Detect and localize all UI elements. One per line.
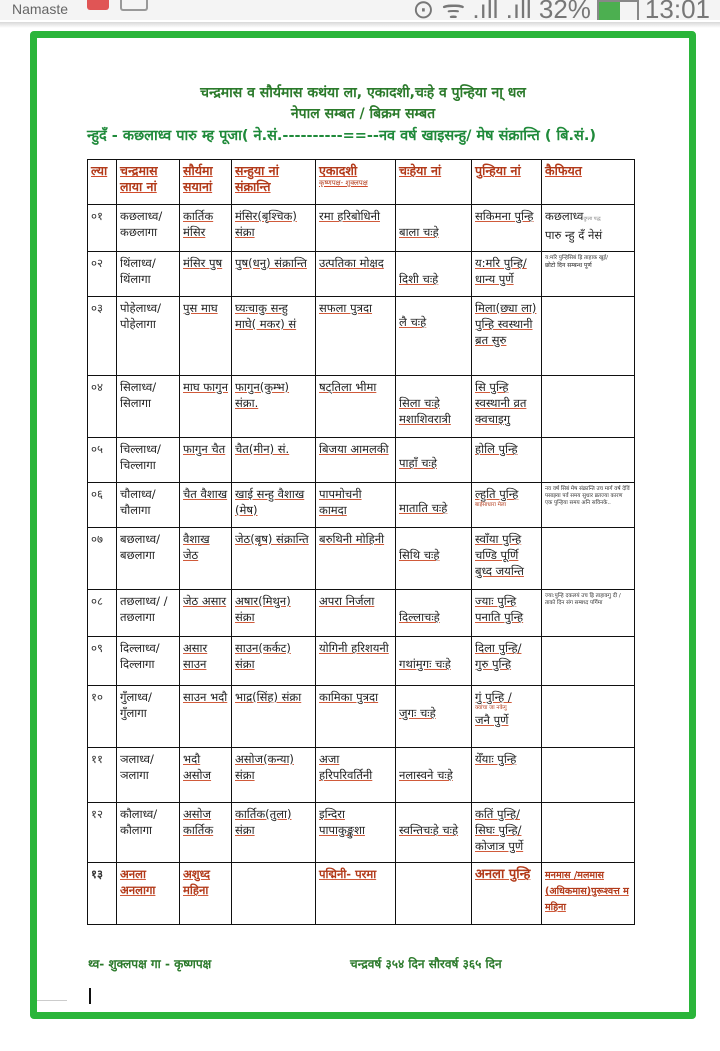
- punhi: सि पुन्हि स्वस्थानी व्रत क्वचाइगु: [472, 376, 542, 438]
- remark: [542, 686, 635, 748]
- remark: [542, 297, 635, 376]
- col-header-ekadashi: एकादशी कृष्णपक्ष- शुक्लपक्ष: [316, 160, 396, 205]
- table-row: [88, 590, 635, 637]
- table-row: [88, 637, 635, 686]
- ekadashi: योगिनी हरिशयनी: [316, 637, 396, 686]
- remark: [542, 748, 635, 803]
- punhi: कतिं पुन्हि/ सिघः पुन्हि/ कोजात्र पुर्णे: [472, 803, 542, 863]
- remark: ज्या:पुन्हि दकलयं उच ह्रि ताहाक्गु दी / ताको दिन संग सम्बध्द पर्गिमा: [542, 590, 635, 637]
- solar-month: जेठ असार: [180, 590, 232, 637]
- row-number: ०२: [88, 252, 117, 297]
- table-row: [88, 252, 635, 297]
- ekadashi: पद्मिनी- परमा: [316, 863, 396, 925]
- notification-icon: [87, 0, 109, 10]
- lunar-month: बछलाध्व/ बछलागा: [117, 528, 180, 590]
- solar-month: चैत वैशाख: [180, 483, 232, 528]
- solar-month: माघ फागुन: [180, 376, 232, 438]
- row-number: ०५: [88, 438, 117, 483]
- punhi: स्वाँया पुन्हि चण्डि पूर्णि बुध्द जयन्ति: [472, 528, 542, 590]
- sankranti: जेठ(बृष) संक्रान्ति: [232, 528, 316, 590]
- punhi: येँयाः पुन्हि: [472, 748, 542, 803]
- sankranti: [232, 863, 316, 925]
- lunar-month: गुँलाध्व/ गुँलागा: [117, 686, 180, 748]
- remark: य:मरि पुन्हिसिबं ह्रि ताहाक खुई/ छोटो दिन सम्बन्ध पूर्ण: [542, 252, 635, 297]
- toolbar-shadow: [0, 22, 720, 28]
- app-name: Namaste: [12, 1, 69, 17]
- row-number: ११: [88, 748, 117, 803]
- chahe: जुगः चःहे: [396, 686, 472, 748]
- solar-month: असार साउन: [180, 637, 232, 686]
- chahe: माताति चःहे: [396, 483, 472, 528]
- lunar-month: थिंलाध्व/ थिंलागा: [117, 252, 180, 297]
- doc-title: चन्द्रमास व सौर्यमास कथंया ला, एकादशी,चःहे व पुन्हिया ना् धल: [200, 85, 526, 101]
- ekadashi: इन्दिरा पापाकुङ्कुशा: [316, 803, 396, 863]
- document-frame: [30, 31, 696, 1019]
- lunar-month: सिलाध्व/ सिलागा: [117, 376, 180, 438]
- sankranti: अषार(मिथुन) संक्रा: [232, 590, 316, 637]
- remark: [542, 803, 635, 863]
- footer-year-lengths: चन्द्रवर्ष ३५४ दिन सौरवर्ष ३६५ दिन: [350, 957, 502, 971]
- calendar-table: [87, 159, 635, 925]
- punhi: मिला(छ्या ला) पुन्हि स्वस्थानी ब्रत सुरु: [472, 297, 542, 376]
- sankranti: पुष(धनु) संक्रान्ति: [232, 252, 316, 297]
- status-bar: [0, 0, 720, 20]
- row-number: ०६: [88, 483, 117, 528]
- solar-month: पुस माघ: [180, 297, 232, 376]
- table-row: [88, 748, 635, 803]
- table-row: [88, 483, 635, 528]
- solar-month: भदौ असोज: [180, 748, 232, 803]
- chahe: [396, 863, 472, 925]
- table-header-row: [88, 160, 635, 205]
- chahe: लै चःहे: [396, 297, 472, 376]
- chahe: नलास्वने चःहे: [396, 748, 472, 803]
- ekadashi: अजा हरिपरिवर्तिनी: [316, 748, 396, 803]
- chahe: गथांमुगः चःहे: [396, 637, 472, 686]
- row-number: ०९: [88, 637, 117, 686]
- row-number: ०३: [88, 297, 117, 376]
- punhi: सकिमना पुन्हि: [472, 205, 542, 252]
- lunar-month: चिल्लाध्व/ चिल्लागा: [117, 438, 180, 483]
- row-number: ०१: [88, 205, 117, 252]
- sankranti: फागुन(कुम्भ) संक्रा.: [232, 376, 316, 438]
- remark: [542, 438, 635, 483]
- lunar-month: दिल्लाध्व/ दिल्लागा: [117, 637, 180, 686]
- footer-rule: [37, 1000, 67, 1001]
- punhi: ज्याः पुन्हि पनाति पुन्हि: [472, 590, 542, 637]
- solar-month: मंसिर पुष: [180, 252, 232, 297]
- signal-battery-text: ⊙ ᯤ .ıll .ıll 32%: [412, 0, 591, 20]
- row-number: १०: [88, 686, 117, 748]
- row-number: १२: [88, 803, 117, 863]
- table-row: [88, 686, 635, 748]
- lunar-month: ञलाध्व/ ञलागा: [117, 748, 180, 803]
- remark: नव वर्ष सिबं मेष संक्रान्ति उच मार्ग वर्ष देविं पसाझ्या पर्व समय सुधार ब्रतज्या कारण एक पुन्हिया समय अनि सविनके..: [542, 483, 635, 528]
- gallery-icon: [120, 0, 148, 11]
- solar-month: कार्तिक मंसिर: [180, 205, 232, 252]
- table-row: [88, 376, 635, 438]
- sankranti: असोज(कन्या) संक्रा: [232, 748, 316, 803]
- lunar-month: कछलाध्व/ कछलागा: [117, 205, 180, 252]
- solar-month: साउन भदौ: [180, 686, 232, 748]
- lunar-month: अनला अनलागा: [117, 863, 180, 925]
- lunar-month: पोहेलाध्व/ पोहेलागा: [117, 297, 180, 376]
- chahe: बाला चःहे: [396, 205, 472, 252]
- col-header-lunar: चन्द्रमास लाया नां: [117, 160, 180, 205]
- row-number: ०८: [88, 590, 117, 637]
- ekadashi: बरुथिनी मोहिनी: [316, 528, 396, 590]
- chahe: सिला चःहे मशाशिवरात्री: [396, 376, 472, 438]
- lunar-month: तछलाध्व/ /तछलागा: [117, 590, 180, 637]
- lunar-month: कौलाध्व/ कौलागा: [117, 803, 180, 863]
- col-header-punhi: पुन्हिया नां: [472, 160, 542, 205]
- punhi: य:मरि पुन्हि/ धान्य पुर्णे: [472, 252, 542, 297]
- lunar-month: चौलाध्व/ चौलागा: [117, 483, 180, 528]
- table-row: [88, 297, 635, 376]
- clock: 13:01: [644, 0, 710, 20]
- chahe: दिल्लाचःहे: [396, 590, 472, 637]
- sankranti: खाई सन्हु वैशाख (मेष): [232, 483, 316, 528]
- solar-month: असोज कार्तिक: [180, 803, 232, 863]
- remark: मनमास /मलमास (अधिकमास)पुरूश्वत्त म महिना: [542, 863, 635, 925]
- row-number: ०४: [88, 376, 117, 438]
- ekadashi: पापमोचनी कामदा: [316, 483, 396, 528]
- remark: [542, 528, 635, 590]
- battery-icon: [597, 0, 639, 20]
- remark: [542, 637, 635, 686]
- chahe: स्वन्तिचःहे चःहे: [396, 803, 472, 863]
- remark: कछलाध्वदुग्ला पद्ध पारु न्हु दँ नेसं: [542, 205, 635, 252]
- ekadashi: बिजया आमलकी: [316, 438, 396, 483]
- chahe: सिथि चःहे: [396, 528, 472, 590]
- col-header-sankranti: सन्हुया नां संक्रान्ति: [232, 160, 316, 205]
- ekadashi: रमा हरिबोधिनी: [316, 205, 396, 252]
- doc-subtitle: नेपाल सम्बत / बिक्रम सम्बत: [290, 106, 436, 122]
- punhi: गुं पुन्हि / क्वांचा जा नकेगु जनै पुर्णे: [472, 686, 542, 748]
- doc-newyear-line: न्हुदँ - कछलाध्व पारु म्ह पूजा( ने.सं.----------==--नव वर्ष खाइसन्हु/ मेष संक्रान्ति ( बि.सं.): [87, 128, 596, 144]
- col-header-num: ल्या: [88, 160, 117, 205]
- sankranti: कार्तिक(तुला) संक्रा: [232, 803, 316, 863]
- sankranti: भाद्र(सिंह) संक्रा: [232, 686, 316, 748]
- punhi: दिला पुन्हि/ गुरु पुन्हि: [472, 637, 542, 686]
- status-indicators: [412, 0, 710, 20]
- ekadashi: अपरा निर्जला: [316, 590, 396, 637]
- solar-month: फागुन चैत: [180, 438, 232, 483]
- col-header-remark: कैफियत: [542, 160, 635, 205]
- ekadashi: उत्पतिका मोक्षद: [316, 252, 396, 297]
- sankranti: साउन(कर्कट) संक्रा: [232, 637, 316, 686]
- col-header-chahe: चःहेया नां: [396, 160, 472, 205]
- ekadashi: कामिका पुत्रदा: [316, 686, 396, 748]
- solar-month: वैशाख जेठ: [180, 528, 232, 590]
- row-number: ०७: [88, 528, 117, 590]
- text-cursor: [89, 988, 91, 1004]
- punhi: अनला पुन्हि: [472, 863, 542, 925]
- footer-legend: थ्व- शुक्लपक्ष गा - कृष्णपक्ष: [88, 957, 212, 971]
- remark: [542, 376, 635, 438]
- punhi: ल्हुति पुन्हि बाईसाधारा मेला: [472, 483, 542, 528]
- sankranti: मंसिर(बृश्चिक) संक्रा: [232, 205, 316, 252]
- chahe: दिशी चःहे: [396, 252, 472, 297]
- sankranti: घ्यःचाकु सन्हु माघे( मकर) सं: [232, 297, 316, 376]
- punhi: होलि पुन्हि: [472, 438, 542, 483]
- solar-month: अशुध्द महिना: [180, 863, 232, 925]
- table-row: [88, 438, 635, 483]
- ekadashi: सफला पुत्रदा: [316, 297, 396, 376]
- table-row-extra-month: [88, 863, 635, 925]
- table-row: [88, 803, 635, 863]
- col-header-ekadashi-sub: कृष्णपक्ष- शुक्लपक्ष: [319, 179, 368, 187]
- table-row: [88, 528, 635, 590]
- ekadashi: षट्तिला भीमा: [316, 376, 396, 438]
- chahe: पाहाँ चःहे: [396, 438, 472, 483]
- sankranti: चैत(मीन) सं.: [232, 438, 316, 483]
- row-number: १३: [88, 863, 117, 925]
- col-header-solar: सौर्यमा सयानां: [180, 160, 232, 205]
- table-row: [88, 205, 635, 252]
